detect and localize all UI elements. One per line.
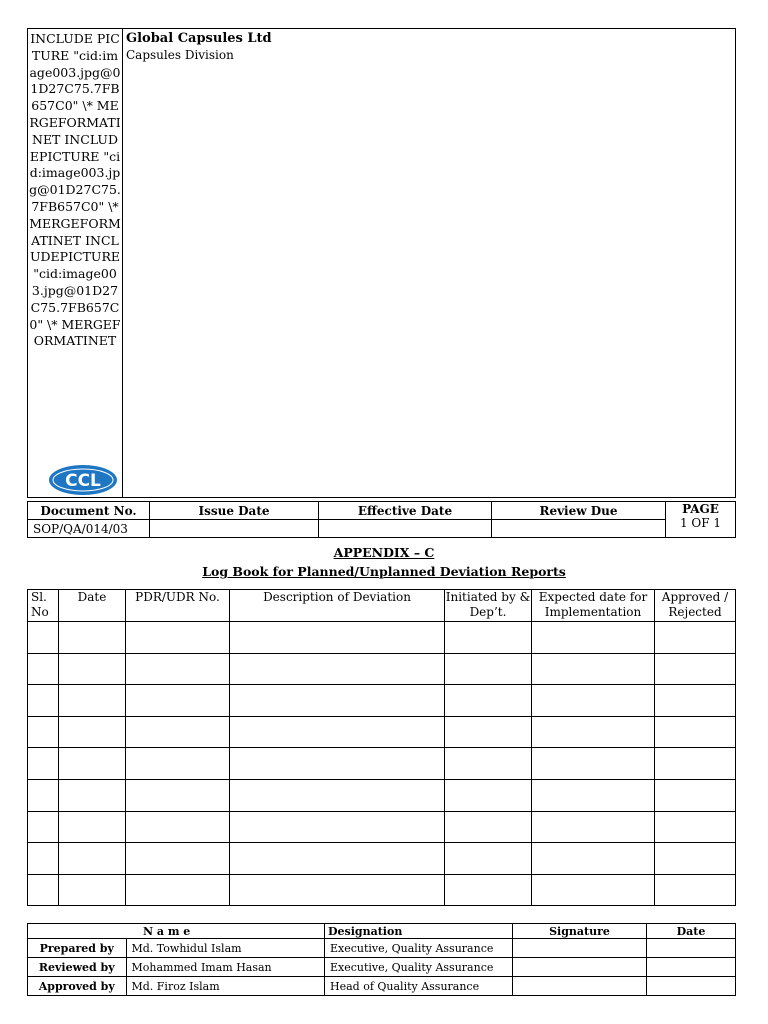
log-cell[interactable]: [28, 779, 59, 811]
review-due-label: Review Due: [492, 502, 666, 520]
table-row: [28, 843, 736, 875]
approval-row: [28, 977, 736, 996]
log-cell[interactable]: [230, 874, 445, 906]
approval-signature[interactable]: [513, 977, 647, 996]
effective-date-value: [319, 520, 492, 538]
log-cell[interactable]: [445, 843, 532, 875]
deviation-log-table: [27, 589, 736, 906]
log-cell[interactable]: [445, 622, 532, 654]
log-cell[interactable]: [655, 685, 736, 717]
page-label: PAGE: [682, 502, 719, 516]
col-sl-no: Sl. No: [28, 590, 59, 622]
document-info-table: [27, 501, 736, 538]
ccl-logo-icon: [48, 463, 118, 497]
approval-date-header: Date: [647, 924, 736, 939]
approval-row: [28, 958, 736, 977]
issue-date-label: Issue Date: [150, 502, 319, 520]
table-row: [28, 716, 736, 748]
table-row: [28, 653, 736, 685]
approval-header-row: [28, 924, 736, 939]
page-cell: [666, 502, 736, 538]
approval-role: Approved by: [28, 977, 127, 996]
log-cell[interactable]: [655, 748, 736, 780]
table-row: [28, 685, 736, 717]
log-cell[interactable]: [126, 748, 230, 780]
log-cell[interactable]: [59, 622, 126, 654]
effective-date-label: Effective Date: [319, 502, 492, 520]
approval-signature[interactable]: [513, 958, 647, 977]
approval-name: Mohammed Imam Hasan: [126, 958, 325, 977]
log-cell[interactable]: [126, 685, 230, 717]
log-cell[interactable]: [230, 779, 445, 811]
division-name: Capsules Division: [126, 48, 234, 62]
log-cell[interactable]: [655, 811, 736, 843]
col-description: Description of Deviation: [230, 590, 445, 622]
log-cell[interactable]: [59, 748, 126, 780]
approval-designation: Executive, Quality Assurance: [325, 958, 513, 977]
log-cell[interactable]: [59, 811, 126, 843]
approval-signature-header: Signature: [513, 924, 647, 939]
document-header: [27, 28, 736, 498]
log-cell[interactable]: [532, 685, 655, 717]
log-cell[interactable]: [230, 653, 445, 685]
log-cell[interactable]: [28, 874, 59, 906]
review-due-value: [492, 520, 666, 538]
approval-date[interactable]: [647, 939, 736, 958]
log-cell[interactable]: [28, 653, 59, 685]
log-cell[interactable]: [445, 716, 532, 748]
col-initiated-by: Initiated by & Dep’t.: [445, 590, 532, 622]
table-row: [28, 811, 736, 843]
company-cell: [123, 29, 736, 498]
log-cell[interactable]: [445, 779, 532, 811]
log-cell[interactable]: [59, 685, 126, 717]
approval-name-header: N a m e: [126, 924, 325, 939]
col-date: Date: [59, 590, 126, 622]
table-row: [28, 779, 736, 811]
log-header-row: [28, 590, 736, 622]
log-cell[interactable]: [445, 874, 532, 906]
log-cell[interactable]: [230, 748, 445, 780]
logo-text: CCL: [65, 471, 101, 491]
log-cell[interactable]: [230, 843, 445, 875]
approval-designation: Head of Quality Assurance: [325, 977, 513, 996]
log-cell[interactable]: [28, 685, 59, 717]
log-cell[interactable]: [59, 843, 126, 875]
approval-name: Md. Towhidul Islam: [126, 939, 325, 958]
page-number: 1 OF 1: [679, 516, 722, 530]
log-cell[interactable]: [28, 716, 59, 748]
table-row: [28, 748, 736, 780]
appendix-subtitle: Log Book for Planned/Unplanned Deviation Reports: [202, 564, 566, 579]
log-cell[interactable]: [28, 843, 59, 875]
log-cell[interactable]: [59, 779, 126, 811]
log-cell[interactable]: [532, 874, 655, 906]
log-cell[interactable]: [655, 779, 736, 811]
log-cell[interactable]: [230, 811, 445, 843]
log-cell[interactable]: [445, 811, 532, 843]
log-cell[interactable]: [532, 716, 655, 748]
approval-role: Reviewed by: [28, 958, 127, 977]
appendix-title: APPENDIX – C: [333, 545, 435, 560]
log-cell[interactable]: [28, 811, 59, 843]
log-cell[interactable]: [445, 748, 532, 780]
logo-placeholder-text: INCLUDE PICTURE "cid:image003.jpg@01D27C75.7FB657C0" \* MERGEFORMATINET INCLUDEPICTURE "cid:image003.jpg@01D27C75.7FB657C0" \* MERGEFORMATINET INCLUDEPICTURE "cid:image003.jpg@01D27C75.7FB657C0" \* MERGEFORMATINET: [29, 31, 121, 349]
approval-designation-header: Designation: [325, 924, 513, 939]
company-name: Global Capsules Ltd: [126, 31, 272, 46]
log-cell[interactable]: [28, 622, 59, 654]
log-cell[interactable]: [28, 748, 59, 780]
logo-cell: [28, 29, 123, 498]
log-cell[interactable]: [532, 653, 655, 685]
approval-date[interactable]: [647, 958, 736, 977]
issue-date-value: [150, 520, 319, 538]
log-cell[interactable]: [59, 653, 126, 685]
log-cell[interactable]: [655, 874, 736, 906]
approval-row: [28, 939, 736, 958]
approval-name: Md. Firoz Islam: [126, 977, 325, 996]
log-cell[interactable]: [126, 874, 230, 906]
log-cell[interactable]: [126, 716, 230, 748]
table-row: [28, 622, 736, 654]
log-cell[interactable]: [655, 843, 736, 875]
log-cell[interactable]: [445, 685, 532, 717]
log-cell[interactable]: [126, 843, 230, 875]
log-cell[interactable]: [59, 716, 126, 748]
log-cell[interactable]: [532, 843, 655, 875]
approval-role: Prepared by: [28, 939, 127, 958]
log-cell[interactable]: [655, 653, 736, 685]
col-approved-rejected: Approved / Rejected: [655, 590, 736, 622]
log-cell[interactable]: [532, 811, 655, 843]
log-cell[interactable]: [126, 779, 230, 811]
col-expected-date: Expected date for Implementation: [532, 590, 655, 622]
approval-signature[interactable]: [513, 939, 647, 958]
log-cell[interactable]: [532, 622, 655, 654]
log-cell[interactable]: [532, 779, 655, 811]
log-cell[interactable]: [126, 653, 230, 685]
log-cell[interactable]: [230, 716, 445, 748]
log-cell[interactable]: [655, 622, 736, 654]
approval-table: [27, 923, 736, 996]
log-cell[interactable]: [532, 748, 655, 780]
log-cell[interactable]: [230, 685, 445, 717]
log-cell[interactable]: [230, 622, 445, 654]
col-pdr-udr-no: PDR/UDR No.: [126, 590, 230, 622]
log-cell[interactable]: [126, 811, 230, 843]
log-cell[interactable]: [59, 874, 126, 906]
document-no-label: Document No.: [28, 502, 150, 520]
log-cell[interactable]: [655, 716, 736, 748]
approval-role-header-spacer: [28, 924, 127, 939]
approval-designation: Executive, Quality Assurance: [325, 939, 513, 958]
log-cell[interactable]: [445, 653, 532, 685]
table-row: [28, 874, 736, 906]
log-cell[interactable]: [126, 622, 230, 654]
document-no-value: SOP/QA/014/03: [28, 520, 150, 538]
approval-date[interactable]: [647, 977, 736, 996]
